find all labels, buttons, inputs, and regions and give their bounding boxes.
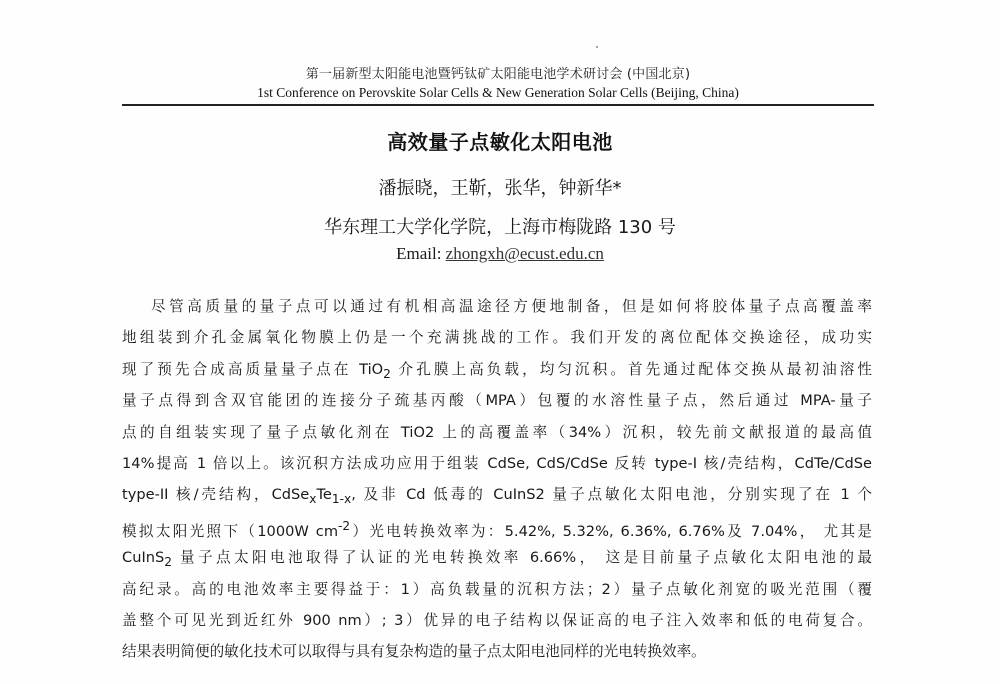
abstract-line-4: 量子点得到含双官能团的连接分子巯基丙酸（MPA）包覆的水溶性量子点，然后通过 MPA-量子: [122, 392, 872, 410]
email-label: Email:: [396, 244, 446, 263]
abstract-line-7-b: Te: [316, 486, 332, 504]
cm-superscript: -2: [338, 518, 351, 533]
affiliation: 华东理工大学化学院，上海市梅陇路 130 号: [324, 217, 676, 238]
scan-speck: [596, 46, 598, 48]
email-link[interactable]: zhongxh@ecust.edu.cn: [445, 244, 604, 263]
abstract: [122, 291, 872, 668]
te-subscript: 1-x: [331, 492, 352, 507]
abstract-line-3-b: 介孔膜上高负载，均匀沉积。首先通过配体交换从最初油溶性: [390, 360, 872, 378]
email-line: [0, 243, 1000, 265]
abstract-line-8-b: ）光电转换效率为：5.42%, 5.32%, 6.36%, 6.76%及 7.04%， 尤其是: [350, 522, 872, 540]
abstract-line-6: 14%提高 1 倍以上。该沉积方法成功应用于组装 CdSe, CdS/CdSe 反转 type-I 核/壳结构，CdTe/CdSe: [122, 454, 872, 472]
cdse-x-subscript: x: [309, 492, 317, 507]
abstract-line-7-c: , 及非 Cd 低毒的 CuInS2 量子点敏化太阳电池，分别实现了在 1 个: [351, 486, 872, 504]
abstract-line-8-a: 模拟太阳光照下（1000W cm: [122, 522, 339, 540]
abstract-line-3: [122, 354, 872, 385]
header-rule: [122, 104, 874, 106]
abstract-line-9-b: 量子点太阳电池取得了认证的光电转换效率 6.66%， 这是目前量子点敏化太阳电池的最: [172, 549, 872, 567]
conference-header: [122, 66, 874, 101]
tio2-subscript: 2: [383, 366, 391, 381]
abstract-line-1: 尽管高质量的量子点可以通过有机相高温途径方便地制备，但是如何将胶体量子点高覆盖率: [151, 298, 872, 315]
abstract-line-7: [122, 479, 872, 510]
abstract-line-11: 盖整个可见光到近红外 900 nm）; 3）优异的电子结构以保证高的电子注入效率和低的电荷复合。: [122, 611, 872, 629]
abstract-line-5: 点的自组装实现了量子点敏化剂在 TiO2 上的高覆盖率（34%）沉积，较先前文献报道的最高值: [122, 423, 872, 441]
abstract-line-10: 高纪录。高的电池效率主要得益于：1）高负载量的沉积方法；2）量子点敏化剂宽的吸光范围（覆: [122, 580, 872, 598]
abstract-line-2: 地组装到介孔金属氧化物膜上仍是一个充满挑战的工作。我们开发的离位配体交换途径，成功实: [122, 329, 872, 347]
abstract-line-7-a: type-II 核/壳结构，CdSe: [122, 486, 310, 504]
author-list: 潘振晓，王靳，张华，钟新华*: [378, 178, 622, 199]
conference-name-cn: 第一届新型太阳能电池暨钙钛矿太阳能电池学术研讨会 (中国北京): [305, 67, 691, 82]
abstract-line-9: [122, 542, 872, 573]
abstract-line-3-a: 现了预先合成高质量量子点在 TiO: [122, 360, 384, 378]
abstract-line-8: [122, 511, 872, 542]
paper-title: 高效量子点敏化太阳电池: [387, 130, 613, 154]
conference-name-en: 1st Conference on Perovskite Solar Cells & New Generation Solar Cells (Beijing, China): [257, 85, 739, 100]
cuins2-subscript: 2: [164, 555, 172, 570]
abstract-line-9-a: CuInS: [122, 549, 165, 567]
abstract-line-12: 结果表明简便的敏化技术可以取得与具有复杂构造的量子点太阳电池同样的光电转换效率。: [122, 643, 706, 661]
